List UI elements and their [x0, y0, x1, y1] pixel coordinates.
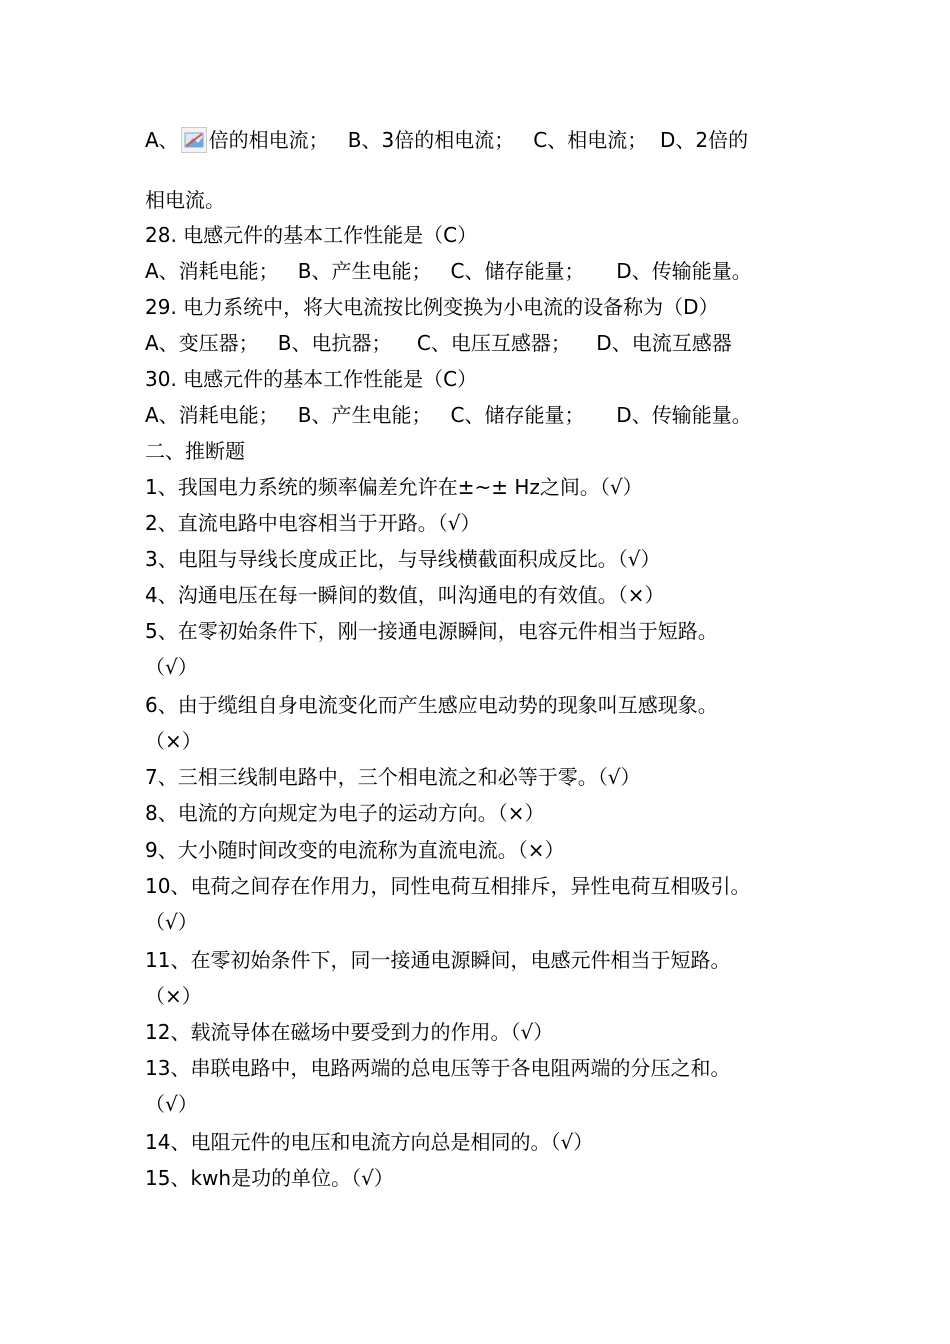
- judgement-9: 9、大小随时间改变的电流称为直流电流。（×）: [145, 838, 565, 862]
- judgement-5: 5、在零初始条件下，刚一接通电源瞬间，电容元件相当于短路。: [145, 619, 718, 643]
- judgement-10: 10、电荷之间存在作用力，同性电荷互相排斥，异性电荷互相吸引。: [145, 874, 751, 898]
- broken-image-icon: [181, 127, 207, 153]
- section-heading: 二、推断题: [145, 439, 245, 463]
- judgement-10-answer: （√）: [145, 910, 198, 934]
- judgement-6: 6、由于缆组自身电流变化而产生感应电动势的现象叫互感现象。: [145, 693, 718, 717]
- judgement-14: 14、电阻元件的电压和电流方向总是相同的。（√）: [145, 1130, 594, 1154]
- judgement-11: 11、在零初始条件下，同一接通电源瞬间，电感元件相当于短路。: [145, 948, 731, 972]
- answer-options-line: [145, 127, 748, 153]
- question-30: 30. 电感元件的基本工作性能是（C）: [145, 367, 478, 391]
- judgement-12: 12、载流导体在磁场中要受到力的作用。（√）: [145, 1020, 554, 1044]
- question-28-options: A、消耗电能； B、产生电能； C、储存能量； D、传输能量。: [145, 259, 752, 283]
- judgement-11-answer: （×）: [145, 984, 202, 1008]
- judgement-4: 4、沟通电压在每一瞬间的数值，叫沟通电的有效值。（×）: [145, 583, 665, 607]
- judgement-2: 2、直流电路中电容相当于开路。（√）: [145, 511, 481, 535]
- answer-options-text: 倍的相电流； B、3倍的相电流； C、相电流； D、2倍的: [208, 128, 749, 152]
- question-28: 28. 电感元件的基本工作性能是（C）: [145, 223, 478, 247]
- question-29-options: A、变压器； B、电抗器； C、电压互感器； D、电流互感器: [145, 331, 732, 355]
- judgement-6-answer: （×）: [145, 729, 202, 753]
- judgement-5-answer: （√）: [145, 655, 198, 679]
- option-a-label: A、: [145, 128, 179, 152]
- judgement-15: 15、kwh是功的单位。（√）: [145, 1166, 394, 1190]
- judgement-1: 1、我国电力系统的频率偏差允许在±~± Hz之间。（√）: [145, 475, 643, 499]
- judgement-13: 13、串联电路中，电路两端的总电压等于各电阻两端的分压之和。: [145, 1056, 731, 1080]
- judgement-3: 3、电阻与导线长度成正比，与导线横截面积成反比。（√）: [145, 547, 661, 571]
- question-30-options: A、消耗电能； B、产生电能； C、储存能量； D、传输能量。: [145, 403, 752, 427]
- text-line: 相电流。: [145, 188, 225, 212]
- judgement-13-answer: （√）: [145, 1092, 198, 1116]
- question-29: 29. 电力系统中，将大电流按比例变换为小电流的设备称为（D）: [145, 295, 719, 319]
- judgement-8: 8、电流的方向规定为电子的运动方向。（×）: [145, 801, 545, 825]
- judgement-7: 7、三相三线制电路中，三个相电流之和必等于零。（√）: [145, 765, 641, 789]
